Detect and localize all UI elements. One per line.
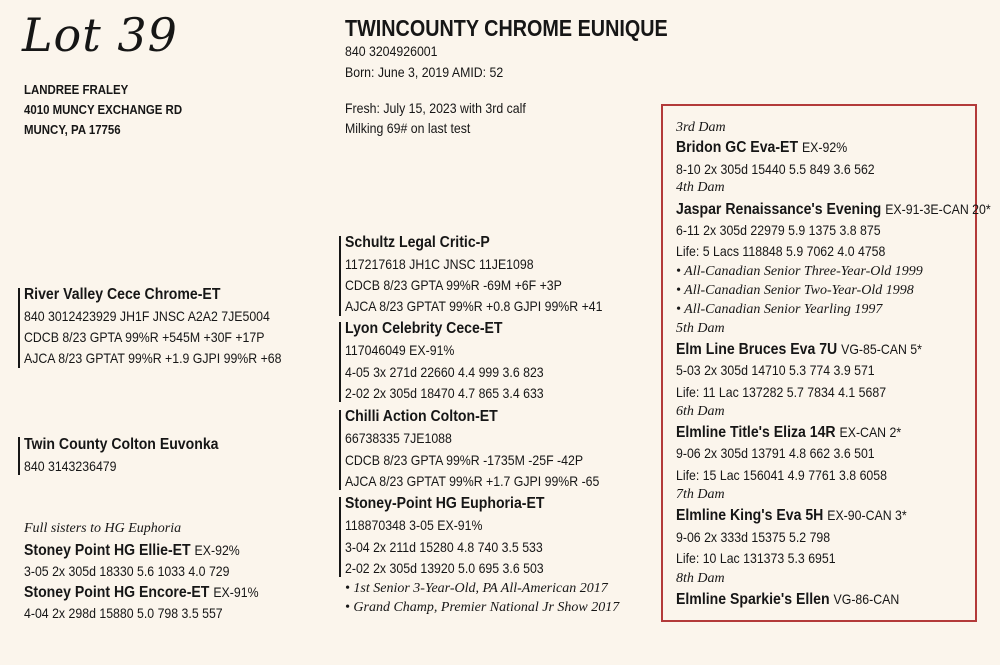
dam7-name: Elmline King's Eva 5H EX-90-CAN 3* <box>676 507 907 524</box>
dam-sire-bracket <box>339 410 341 490</box>
dam5-name: Elm Line Bruces Eva 7U VG-85-CAN 5* <box>676 341 922 358</box>
dam-sire-name: Chilli Action Colton-ET <box>345 408 498 425</box>
dam3-label: 3rd Dam <box>676 120 726 135</box>
dam-sire-line3: AJCA 8/23 GPTAT 99%R +1.7 GJPI 99%R -65 <box>345 473 600 489</box>
owner-city: MUNCY, PA 17756 <box>24 122 121 137</box>
sire-dam-line1: 117046049 EX-91% <box>345 342 455 358</box>
animal-name: TWINCOUNTY CHROME EUNIQUE <box>345 15 668 41</box>
dam7-life: Life: 10 Lac 131373 5.3 6951 <box>676 550 836 566</box>
dam6-life: Life: 15 Lac 156041 4.9 7761 3.8 6058 <box>676 467 887 483</box>
dam5-record: 5-03 2x 305d 14710 5.3 774 3.9 571 <box>676 362 875 378</box>
dam4-note1: • All-Canadian Senior Three-Year-Old 1999 <box>676 264 923 279</box>
sisters-heading: Full sisters to HG Euphoria <box>24 521 182 536</box>
sire-line1: 840 3012423929 JH1F JNSC A2A2 7JE5004 <box>24 308 270 324</box>
dam-dam-line1: 118870348 3-05 EX-91% <box>345 517 483 533</box>
animal-born: Born: June 3, 2019 AMID: 52 <box>345 64 504 80</box>
sire-bracket <box>18 288 20 368</box>
sire-sire-line1: 117217618 JH1C JNSC 11JE1098 <box>345 256 534 272</box>
dam3-name: Bridon GC Eva-ET EX-92% <box>676 139 848 156</box>
sire-sire-line2: CDCB 8/23 GPTA 99%R -69M +6F +3P <box>345 277 562 293</box>
sister1-record: 3-05 2x 305d 18330 5.6 1033 4.0 729 <box>24 563 230 579</box>
sire-name: River Valley Cece Chrome-ET <box>24 286 221 303</box>
dam4-note3: • All-Canadian Senior Yearling 1997 <box>676 302 883 317</box>
sire-line2: CDCB 8/23 GPTA 99%R +545M +30F +17P <box>24 329 265 345</box>
dam-dam-note2: • Grand Champ, Premier National Jr Show 2017 <box>345 600 620 615</box>
owner-name: LANDREE FRALEY <box>24 82 129 97</box>
animal-id: 840 3204926001 <box>345 43 438 59</box>
sire-dam-name: Lyon Celebrity Cece-ET <box>345 320 503 337</box>
dam7-label: 7th Dam <box>676 487 725 502</box>
sire-sire-name: Schultz Legal Critic-P <box>345 234 490 251</box>
dam7-record: 9-06 2x 333d 15375 5.2 798 <box>676 529 831 545</box>
dam-bracket <box>18 437 20 475</box>
dam8-name: Elmline Sparkie's Ellen VG-86-CAN <box>676 591 900 608</box>
dam5-life: Life: 11 Lac 137282 5.7 7834 4.1 5687 <box>676 384 887 400</box>
sister2-record: 4-04 2x 298d 15880 5.0 798 3.5 557 <box>24 605 223 621</box>
dam-sire-line2: CDCB 8/23 GPTA 99%R -1735M -25F -42P <box>345 452 584 468</box>
sister1-name: Stoney Point HG Ellie-ET EX-92% <box>24 542 240 559</box>
sire-sire-line3: AJCA 8/23 GPTAT 99%R +0.8 GJPI 99%R +41 <box>345 298 603 314</box>
dam6-name: Elmline Title's Eliza 14R EX-CAN 2* <box>676 424 902 441</box>
sire-dam-line2: 4-05 3x 271d 22660 4.4 999 3.6 823 <box>345 364 544 380</box>
dam-dam-note1: • 1st Senior 3-Year-Old, PA All-American 2017 <box>345 581 608 596</box>
dam-sire-line1: 66738335 7JE1088 <box>345 430 452 446</box>
sister2-name: Stoney Point HG Encore-ET EX-91% <box>24 584 259 601</box>
owner-street: 4010 MUNCY EXCHANGE RD <box>24 102 183 117</box>
dam-dam-bracket <box>339 497 341 577</box>
sire-line3: AJCA 8/23 GPTAT 99%R +1.9 GJPI 99%R +68 <box>24 350 282 366</box>
dam4-life: Life: 5 Lacs 118848 5.9 7062 4.0 4758 <box>676 243 886 259</box>
animal-fresh: Fresh: July 15, 2023 with 3rd calf <box>345 100 526 116</box>
dam4-note2: • All-Canadian Senior Two-Year-Old 1998 <box>676 283 914 298</box>
lot-number: Lot 39 <box>22 8 178 62</box>
sire-dam-line3: 2-02 2x 305d 18470 4.7 865 3.4 633 <box>345 385 544 401</box>
dam-id: 840 3143236479 <box>24 458 117 474</box>
dam-dam-line2: 3-04 2x 211d 15280 4.8 740 3.5 533 <box>345 539 543 555</box>
sire-dam-bracket <box>339 322 341 402</box>
sire-sire-bracket <box>339 236 341 316</box>
dam-name: Twin County Colton Euvonka <box>24 436 219 453</box>
dam6-label: 6th Dam <box>676 404 725 419</box>
dam5-label: 5th Dam <box>676 321 725 336</box>
dam-dam-name: Stoney-Point HG Euphoria-ET <box>345 495 545 512</box>
dam-dam-line3: 2-02 2x 305d 13920 5.0 695 3.6 503 <box>345 560 544 576</box>
dam8-label: 8th Dam <box>676 571 725 586</box>
dam4-label: 4th Dam <box>676 180 725 195</box>
animal-milking: Milking 69# on last test <box>345 120 471 136</box>
dam4-name: Jaspar Renaissance's Evening EX-91-3E-CAN 20* <box>676 201 991 218</box>
dam6-record: 9-06 2x 305d 13791 4.8 662 3.6 501 <box>676 445 875 461</box>
dam3-record: 8-10 2x 305d 15440 5.5 849 3.6 562 <box>676 161 875 177</box>
dam4-record: 6-11 2x 305d 22979 5.9 1375 3.8 875 <box>676 222 881 238</box>
